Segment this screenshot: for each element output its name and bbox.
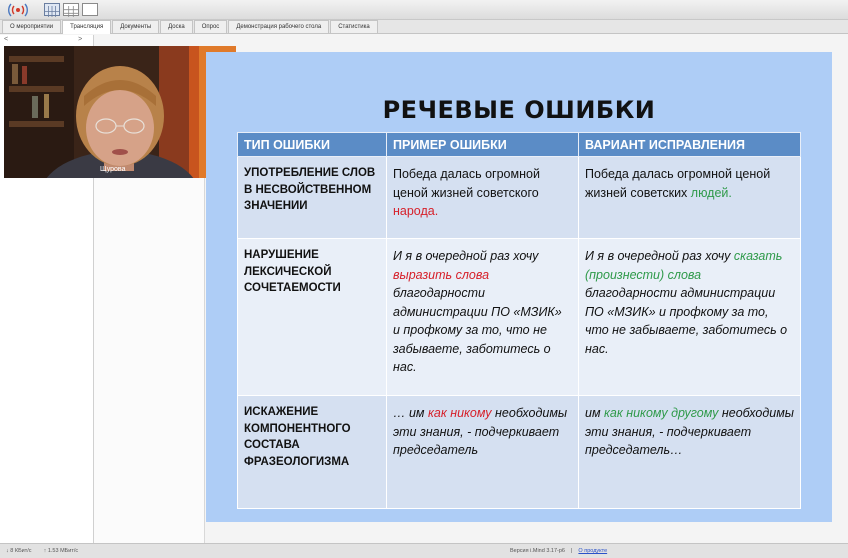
about-product-link[interactable]: О продукте bbox=[578, 548, 608, 554]
tab-about[interactable]: О мероприятии bbox=[2, 20, 61, 33]
correction-cell bbox=[579, 396, 801, 509]
example-text-tail: благодарности администрации ПО «МЗИК» и профкому за то, что не забываете, заботитесь о нас. bbox=[393, 286, 562, 374]
secondary-panel bbox=[94, 178, 205, 543]
correction-cell bbox=[579, 157, 801, 239]
slide-title: РЕЧЕВЫЕ ОШИБКИ bbox=[382, 96, 656, 124]
layout-grid-4-icon[interactable] bbox=[44, 3, 60, 16]
fix-highlight: как никому другому bbox=[604, 406, 719, 420]
correction-cell bbox=[579, 239, 801, 396]
error-example-cell bbox=[387, 396, 579, 509]
table-row bbox=[238, 157, 801, 239]
tab-documents[interactable]: Документы bbox=[112, 20, 159, 33]
table-row bbox=[238, 396, 801, 509]
back-arrow-icon[interactable]: < bbox=[4, 36, 9, 43]
webcam-video[interactable] bbox=[4, 46, 236, 178]
error-example-cell bbox=[387, 157, 579, 239]
header-correction: ВАРИАНТ ИСПРАВЛЕНИЯ bbox=[579, 133, 801, 157]
fix-text-tail: благодарности администрации ПО «МЗИК» и профкому за то, что не забываете, заботитесь о нас. bbox=[585, 286, 788, 356]
error-type-cell: НАРУШЕНИЕ ЛЕКСИЧЕСКОЙ СОЧЕТАЕМОСТИ bbox=[238, 239, 387, 396]
top-toolbar bbox=[0, 0, 848, 20]
header-error-example: ПРИМЕР ОШИБКИ bbox=[387, 133, 579, 157]
broadcast-logo-icon bbox=[4, 1, 32, 19]
fix-highlight: сказать (произнести) слова bbox=[585, 249, 783, 282]
webcam-picture bbox=[4, 46, 236, 178]
version-info bbox=[510, 548, 607, 554]
version-label: Версия i.Mind 3.17-р6 bbox=[510, 548, 565, 554]
error-example-cell bbox=[387, 239, 579, 396]
version-separator: | bbox=[570, 548, 573, 554]
bandwidth-info bbox=[6, 548, 78, 554]
upload-speed: ↑ 1.53 МБит/с bbox=[43, 548, 79, 554]
errors-table bbox=[237, 132, 801, 509]
status-bar bbox=[0, 543, 848, 558]
example-text: Победа далась огромной ценой жизней советского bbox=[393, 167, 540, 200]
error-highlight: как никому bbox=[427, 406, 492, 420]
layout-single-icon[interactable] bbox=[82, 3, 98, 16]
error-type-cell: УПОТРЕБЛЕНИЕ СЛОВ В НЕСВОЙСТВЕННОМ ЗНАЧЕНИИ bbox=[238, 157, 387, 239]
example-text: … им bbox=[393, 406, 428, 420]
table-row bbox=[238, 239, 801, 396]
tab-bar bbox=[0, 20, 848, 34]
error-highlight: выразить слова bbox=[393, 267, 490, 282]
tab-poll[interactable]: Опрос bbox=[194, 20, 228, 33]
presentation-slide bbox=[206, 52, 832, 522]
error-type-cell: ИСКАЖЕНИЕ КОМПОНЕНТНОГО СОСТАВА ФРАЗЕОЛОГИЗМА bbox=[238, 396, 387, 509]
example-text: И я в очередной раз хочу bbox=[393, 249, 539, 263]
layout-grid-6-icon[interactable] bbox=[63, 3, 79, 16]
example-text-tail: необходимы эти знания, - подчеркивает председатель bbox=[393, 406, 568, 457]
error-highlight: народа. bbox=[393, 204, 439, 218]
tab-statistics[interactable]: Статистика bbox=[330, 20, 378, 33]
tab-whiteboard[interactable]: Доска bbox=[160, 20, 193, 33]
fix-text-tail: необходимы эти знания, - подчеркивает председатель… bbox=[585, 406, 794, 457]
forward-arrow-icon[interactable]: > bbox=[78, 36, 83, 43]
table-header-row bbox=[238, 133, 801, 157]
panel-nav bbox=[4, 36, 82, 43]
tab-broadcast[interactable]: Трансляция bbox=[62, 20, 111, 34]
download-speed: ↓ 8 КБит/с bbox=[6, 548, 32, 554]
fix-highlight: людей. bbox=[690, 185, 732, 200]
webcam-name-label: Щурова bbox=[100, 166, 126, 173]
fix-text: И я в очередной раз хочу bbox=[585, 249, 734, 263]
tab-screen-share[interactable]: Демонстрация рабочего стола bbox=[228, 20, 329, 33]
header-error-type: ТИП ОШИБКИ bbox=[238, 133, 387, 157]
fix-text: Победа далась огромной ценой жизней советских bbox=[585, 167, 771, 200]
fix-text: им bbox=[585, 406, 604, 420]
